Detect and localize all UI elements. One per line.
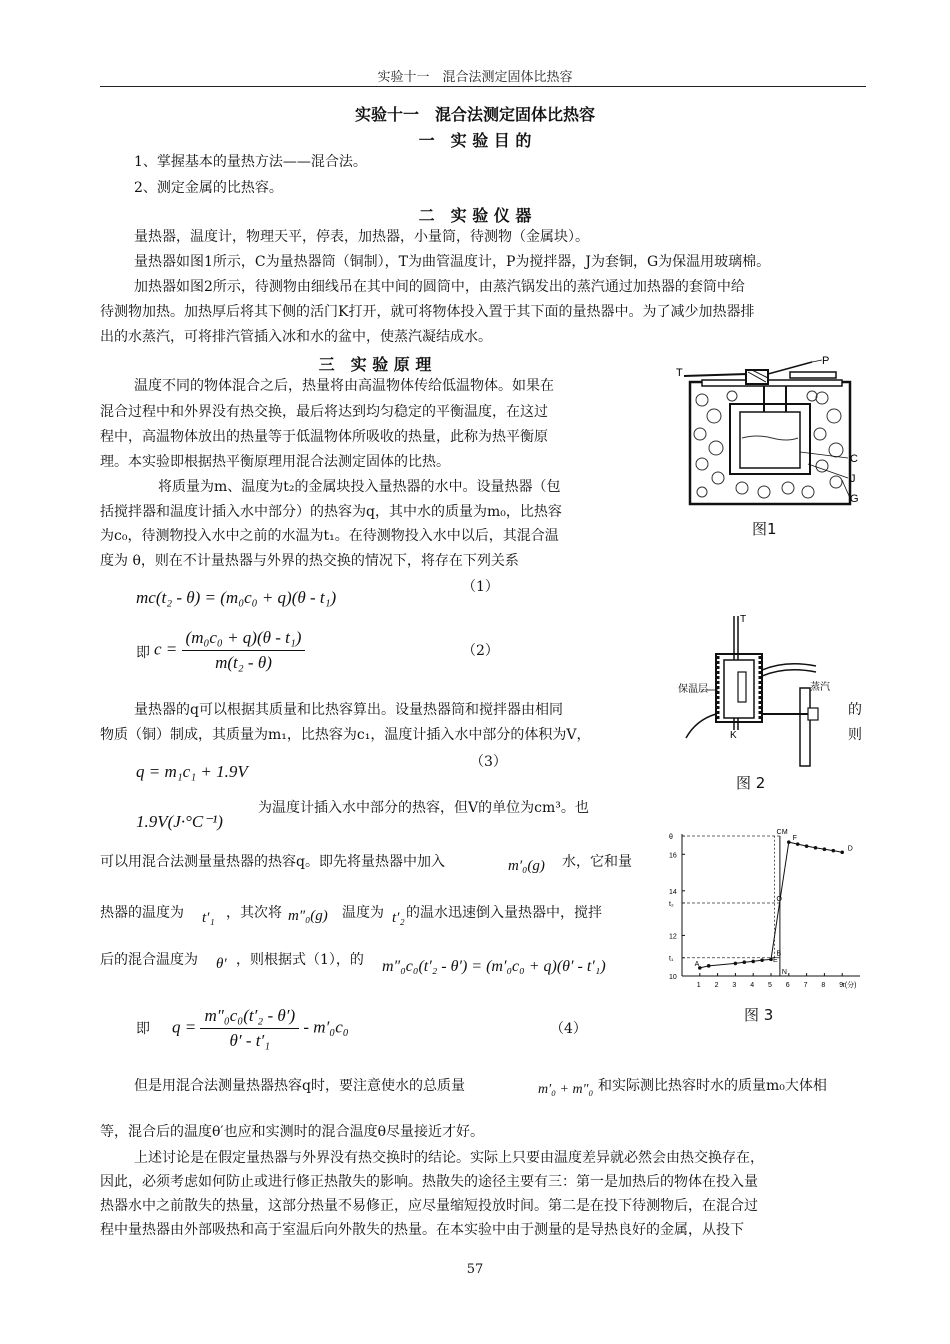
equation-4 (172, 1006, 349, 1051)
purpose-item-1: 1、掌握基本的量热方法——混合法。 (134, 154, 367, 170)
equation-4-tail: - m′₀c₀ (303, 1017, 349, 1037)
principle-p1-line-3: 程中，高温物体放出的热量等于低温物体所吸收的热量，此称为热平衡原 (100, 429, 548, 445)
sample-object (738, 672, 746, 702)
data-point (796, 842, 800, 846)
y-tick-label: 14 (669, 888, 677, 896)
y-tick-label: 10 (669, 974, 677, 981)
equation-2-fraction (182, 628, 306, 673)
principle-p6-d: 的温水迅速倒入量热器中，搅拌 (406, 905, 602, 921)
apparatus-line-3: 加热器如图2所示，待测物由细线吊在其中间的圆筒中，由蒸汽锅发出的蒸汽通过加热器的套筒中给 (134, 279, 745, 295)
figure-1-calorimeter (672, 352, 872, 514)
figure-1-caption: 图1 (752, 520, 777, 538)
label-p: P (822, 355, 830, 367)
x-tick-label: 1 (696, 982, 701, 989)
label-t: T (676, 367, 683, 379)
equation-2 (154, 628, 305, 673)
thermometer-heat-capacity-expr: 1.9V(J·°C⁻¹) (136, 812, 223, 831)
marker-label-b: B (776, 950, 782, 958)
apparatus-line-5: 出的水蒸汽，可将排汽管插入冰和水的盆中，使蒸汽凝结成水。 (100, 329, 492, 345)
data-point (805, 844, 809, 848)
principle-p8-b: 和实际测比热容时水的质量m₀大体相 (598, 1078, 827, 1094)
principle-p10-line-4: 程中量热器由外部吸热和高于室温后向外散失的热量。在本实验中由于测量的是导热良好的金属，从投下 (100, 1222, 744, 1238)
principle-p2-line-4: 度为 θ，则在不计量热器与外界的热交换的情况下，将存在下列关系 (100, 553, 519, 569)
data-point (787, 840, 791, 844)
equation-4-prefix: 即 (136, 1021, 150, 1037)
principle-p10-line-1: 上述讨论是在假定量热器与外界没有热交换时的结论。实际上只要由温度差异就必然会由热交换存在， (134, 1150, 764, 1166)
equation-4-fraction (200, 1006, 299, 1051)
label-k: K (730, 730, 737, 741)
principle-p3-line-1-end: 的 (848, 702, 862, 718)
equation-2-number: （2） (462, 643, 499, 659)
figure-2-heater (676, 610, 866, 768)
data-point (760, 958, 764, 962)
running-header: 实验十一 混合法测定固体比热容 (377, 70, 573, 85)
principle-p6-a: 热器的温度为 (100, 905, 184, 921)
principle-p9: 等，混合后的温度θ′也应和实测时的混合温度θ尽量接近才好。 (100, 1124, 485, 1140)
figure-3-caption: 图 3 (744, 1006, 774, 1024)
marker-label-c: C (776, 829, 782, 837)
principle-p2-line-2: 括搅拌器和温度计插入水中部分）的热容为q，其中水的质量为m₀，比热容 (100, 504, 562, 520)
data-point (743, 960, 747, 964)
stirrer-handle (790, 372, 836, 378)
data-point (840, 850, 844, 854)
exhaust-pipe (686, 714, 716, 738)
principle-p2-line-3: 为c₀，待测物投入水中之前的水温为t₁。在待测物投入水中以后，其混合温 (100, 528, 559, 544)
apparatus-line-1: 量热器，温度计，物理天平，停表，加热器，小量筒，待测物（金属块）。 (134, 229, 589, 245)
principle-p7-b: ，则根据式（1），的 (236, 952, 364, 968)
principle-p8-a: 但是用混合法测量热器热容q时，要注意使水的总质量 (134, 1078, 465, 1094)
temp-t1-prime: t′₁ (202, 910, 215, 926)
leader-p (812, 360, 822, 362)
stand-rod (800, 688, 810, 766)
label-c: C (850, 453, 858, 465)
data-point (823, 847, 827, 851)
label-insulation: 保温层 (678, 684, 708, 695)
principle-p2-line-1: 将质量为m、温度为t₂的金属块投入量热器的水中。设量热器（包 (158, 479, 561, 495)
x-tick-label: 5 (768, 982, 772, 989)
data-point (707, 964, 711, 968)
equation-2-denominator: m(t₂ - θ) (215, 653, 272, 672)
x-tick-label: 2 (714, 982, 719, 989)
label-t: T (740, 614, 747, 625)
label-g: G (850, 493, 859, 505)
principle-p3-line-2: 物质（铜）制成，其质量为m₁，比热容为c₁，温度计插入水中部分的体积为V， (100, 727, 591, 743)
section-heading-principle: 三 实 验 原 理 (318, 355, 432, 374)
principle-p10-line-2: 因此，必须考虑如何防止或进行修正热散失的影响。热散失的途径主要有三：第一是加热后的物体在投入量 (100, 1174, 758, 1190)
x-tick-label: 8 (821, 982, 826, 989)
principle-p7-a: 后的混合温度为 (100, 952, 198, 968)
section-heading-purpose: 一 实 验 目 的 (418, 131, 532, 150)
equation-1: mc(t₂ - θ) = (m₀c₀ + q)(θ - t₁) (136, 588, 337, 607)
principle-p1-line-4: 理。本实验即根据热平衡原理用混合法测定固体的比热。 (100, 454, 450, 470)
marker-label-a: A (694, 960, 700, 968)
page-title: 实验十一 混合法测定固体比热容 (354, 105, 595, 124)
x-tick-label: 9 (839, 982, 844, 989)
principle-p4: 为温度计插入水中部分的热容，但V的单位为cm³。也 (258, 800, 589, 816)
equation-mixing: m″₀c₀(t′₂ - θ′) = (m′₀c₀ + q)(θ′ - t′₁) (382, 958, 606, 975)
header-rule (100, 86, 866, 87)
x-tick-label: 4 (750, 982, 755, 989)
steam-pipe-edge (762, 670, 816, 676)
figure-3-chart (660, 826, 870, 996)
x-tick-label: 3 (732, 982, 737, 989)
principle-p6-c: 温度为 (342, 905, 384, 921)
x-tick-label: 7 (803, 982, 808, 989)
y-tick-label: t₁ (669, 955, 674, 963)
equation-2-prefix: 即 (136, 645, 150, 661)
page-number: 57 (466, 1262, 484, 1277)
marker-label-o: O (776, 895, 783, 903)
mass-m0-prime: m′₀(g) (508, 858, 545, 874)
principle-p1-line-1: 温度不同的物体混合之后，热量将由高温物体传给低温物体。如果在 (134, 378, 554, 394)
steam-pipe (762, 664, 816, 670)
lid (702, 380, 842, 386)
mass-m0-double-prime: m″₀(g) (288, 908, 328, 924)
temp-theta-prime: θ′ (216, 956, 227, 972)
principle-p6-b: ，其次将 (226, 905, 282, 921)
principle-p3-line-2-end: 则 (848, 727, 862, 743)
equation-1-number: （1） (462, 579, 499, 595)
data-point (734, 962, 738, 966)
equation-2-lhs: c = (154, 639, 178, 659)
equation-4-lhs: q = (172, 1017, 197, 1037)
label-j: J (850, 473, 856, 485)
equation-3-number: （3） (470, 754, 507, 770)
y-tick-label: t₂ (669, 900, 674, 908)
principle-p3-line-1: 量热器的q可以根据其质量和比热容算出。设量热器筒和搅拌器由相同 (134, 702, 563, 718)
apparatus-line-4: 待测物加热。加热厚后将其下侧的活门K打开，就可将物体投入置于其下面的量热器中。为了减少加热器排 (100, 304, 755, 320)
equation-4-numerator: m″₀c₀(t′₂ - θ′) (200, 1006, 299, 1029)
principle-p1-line-2: 混合过程中和外界没有热交换，最后将达到均匀稳定的平衡温度，在这过 (100, 404, 548, 420)
y-tick-label: θ (669, 834, 673, 842)
marker-label-n: N (781, 969, 787, 976)
marker-label-e: E (773, 956, 778, 964)
x-tick-label: 6 (785, 982, 790, 989)
marker-label-f: F (792, 835, 797, 843)
purpose-item-2: 2、测定金属的比热容。 (134, 180, 283, 196)
figure-2-caption: 图 2 (736, 774, 766, 792)
marker-label-d: D (847, 845, 853, 853)
x-axis-label: τ(分) (842, 982, 857, 989)
total-water-mass-expr: m′₀ + m″₀ (538, 1082, 594, 1097)
marker-label-m: M (781, 829, 788, 837)
equation-4-number: （4） (550, 1021, 587, 1037)
y-tick-label: 16 (669, 852, 677, 860)
principle-p10-line-3: 热器水中之前散失的热量，这部分热量不易修正，应尽量缩短投放时间。第二是在投下待测物后，在混合过 (100, 1198, 758, 1214)
equation-4-denominator: θ′ - t′₁ (229, 1031, 271, 1050)
y-tick-label: 12 (669, 933, 677, 941)
principle-p5-a: 可以用混合法测量量热器的热容q。即先将量热器中加入 (100, 854, 445, 870)
label-steam: 蒸汽 (810, 682, 830, 693)
principle-p5-b: 水，它和量 (562, 854, 632, 870)
clamp-screw (808, 708, 818, 720)
equation-3: q = m₁c₁ + 1.9V (136, 762, 248, 781)
data-point (751, 960, 755, 964)
temp-t2-prime: t′₂ (392, 910, 405, 926)
apparatus-line-2: 量热器如图1所示，C为量热器筒（铜制），T为曲管温度计，P为搅拌器，J为套铜，G为保温用玻璃棉。 (134, 254, 771, 270)
data-point (832, 849, 836, 853)
equation-2-numerator: (m₀c₀ + q)(θ - t₁) (182, 628, 306, 651)
data-point (814, 846, 818, 850)
section-heading-apparatus: 二 实 验 仪 器 (418, 206, 532, 225)
